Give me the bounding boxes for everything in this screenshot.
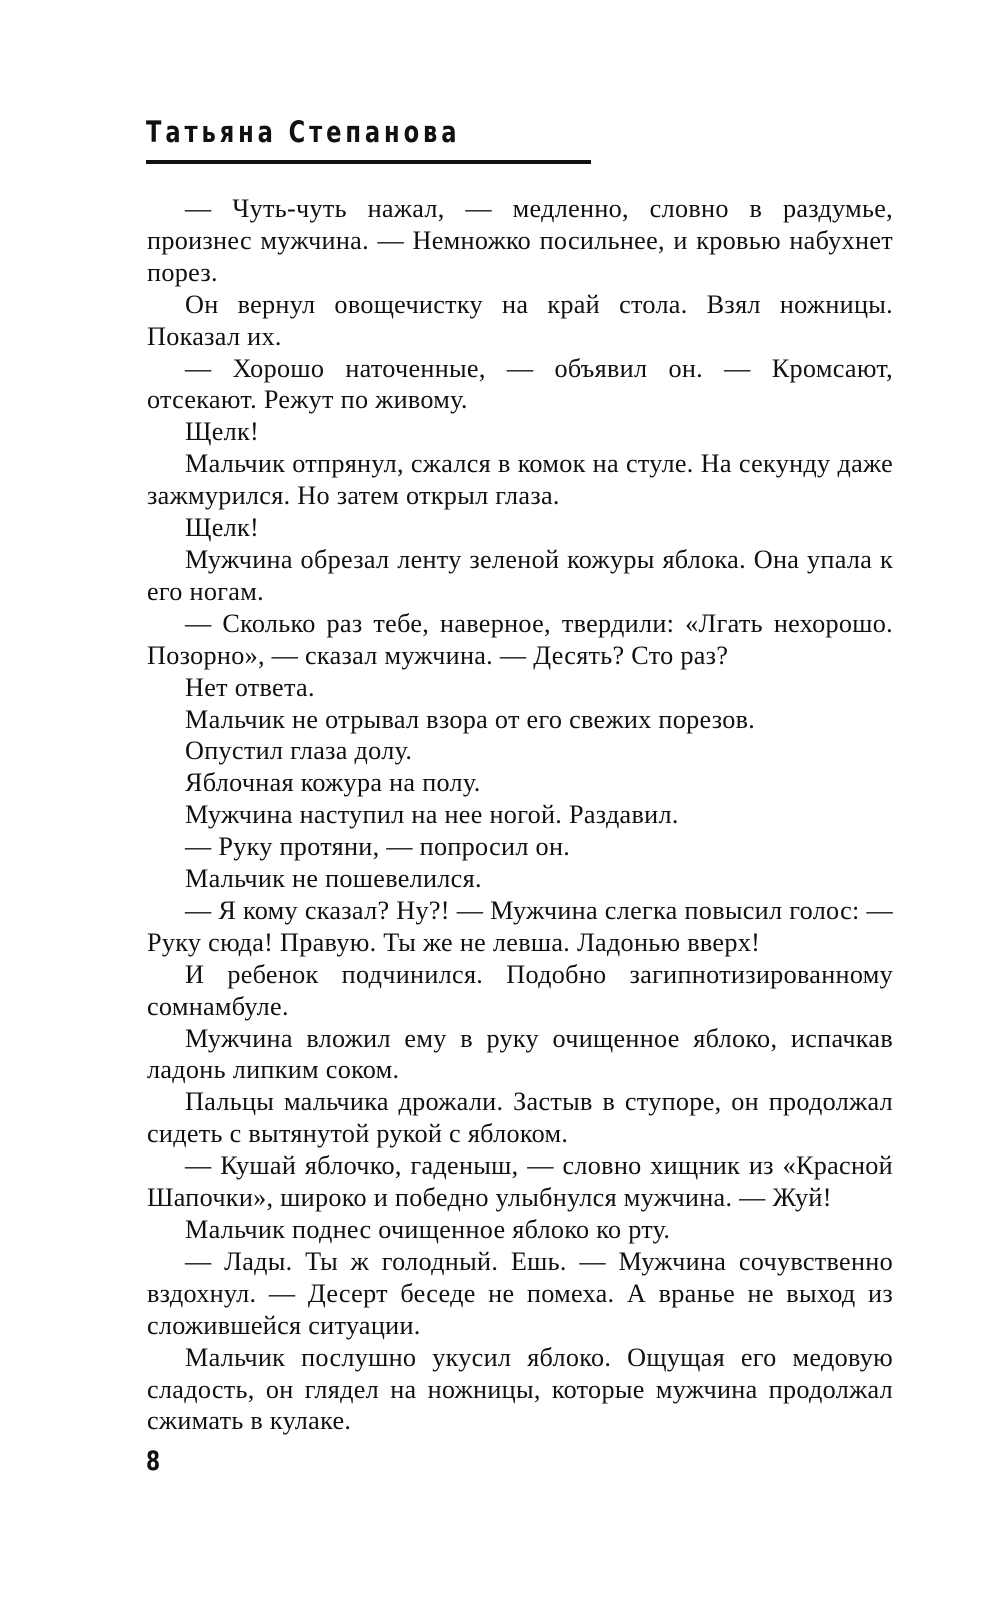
paragraph: Щелк! [185, 417, 260, 447]
paragraph: Яблочная кожура на полу. [185, 768, 481, 798]
paragraph: — Сколько раз тебе, наверное, твердили: «Лгать нехорошо. Позорно», — сказал мужчина. — Десять? Сто раз? [147, 608, 893, 670]
paragraph: — Лады. Ты ж голодный. Ешь. — Мужчина сочувственно вздохнул. — Десерт беседе не помеха. А вранье не выход из сложившейся ситуации. [147, 1246, 893, 1340]
paragraph: — Руку протяни, — попросил он. [185, 832, 571, 862]
paragraph: — Чуть-чуть нажал, — медленно, словно в раздумье, произнес мужчина. — Немножко посильнее, и кровью набухнет порез. [147, 194, 893, 287]
paragraph: Мальчик не пошевелился. [185, 864, 482, 894]
paragraph: Мальчик поднес очищенное яблоко ко рту. [185, 1215, 671, 1244]
paragraph: Он вернул овощечистку на край стола. Взял ножницы. Показал их. [147, 289, 893, 351]
paragraph: Мужчина наступил на нее ногой. Раздавил. [185, 800, 679, 830]
paragraph: — Кушай яблочко, гаденыш, — словно хищник из «Красной Шапочки», широко и победно улыбнулся мужчина. — Жуй! [147, 1151, 893, 1213]
paragraph: Опустил глаза долу. [185, 736, 413, 766]
paragraph: Мужчина вложил ему в руку очищенное яблоко, испачкав ладонь липким соком. [147, 1023, 893, 1085]
body-text [147, 193, 893, 1437]
paragraph: Мальчик послушно укусил яблоко. Ощущая его медовую сладость, он глядел на ножницы, которые мужчина продолжал сжимать в кулаке. [147, 1342, 893, 1436]
paragraph: И ребенок подчинился. Подобно загипнотизированному сомнамбуле. [147, 959, 893, 1021]
paragraph: Мужчина обрезал ленту зеленой кожуры яблока. Она упала к его ногам. [147, 544, 893, 606]
paragraph: Нет ответа. [185, 672, 315, 702]
page-number: 8 [146, 1446, 161, 1477]
paragraph: Мальчик не отрывал взора от его свежих порезов. [185, 704, 756, 734]
paragraph: Мальчик отпрянул, сжался в комок на стуле. На секунду даже зажмурился. Но затем открыл глаза. [147, 449, 893, 511]
paragraph: — Хорошо наточенные, — объявил он. — Кромсают, отсекают. Режут по живому. [147, 353, 893, 415]
author-name: Татьяна Степанова [146, 115, 461, 149]
paragraph: — Я кому сказал? Ну?! — Мужчина слегка повысил голос: — Руку сюда! Правую. Ты же не левша. Ладонью вверх! [147, 895, 893, 957]
paragraph: Щелк! [185, 513, 260, 543]
paragraph: Пальцы мальчика дрожали. Застыв в ступоре, он продолжал сидеть с вытянутой рукой с яблоком. [147, 1087, 893, 1149]
header-rule [146, 160, 591, 164]
running-header [146, 112, 591, 152]
